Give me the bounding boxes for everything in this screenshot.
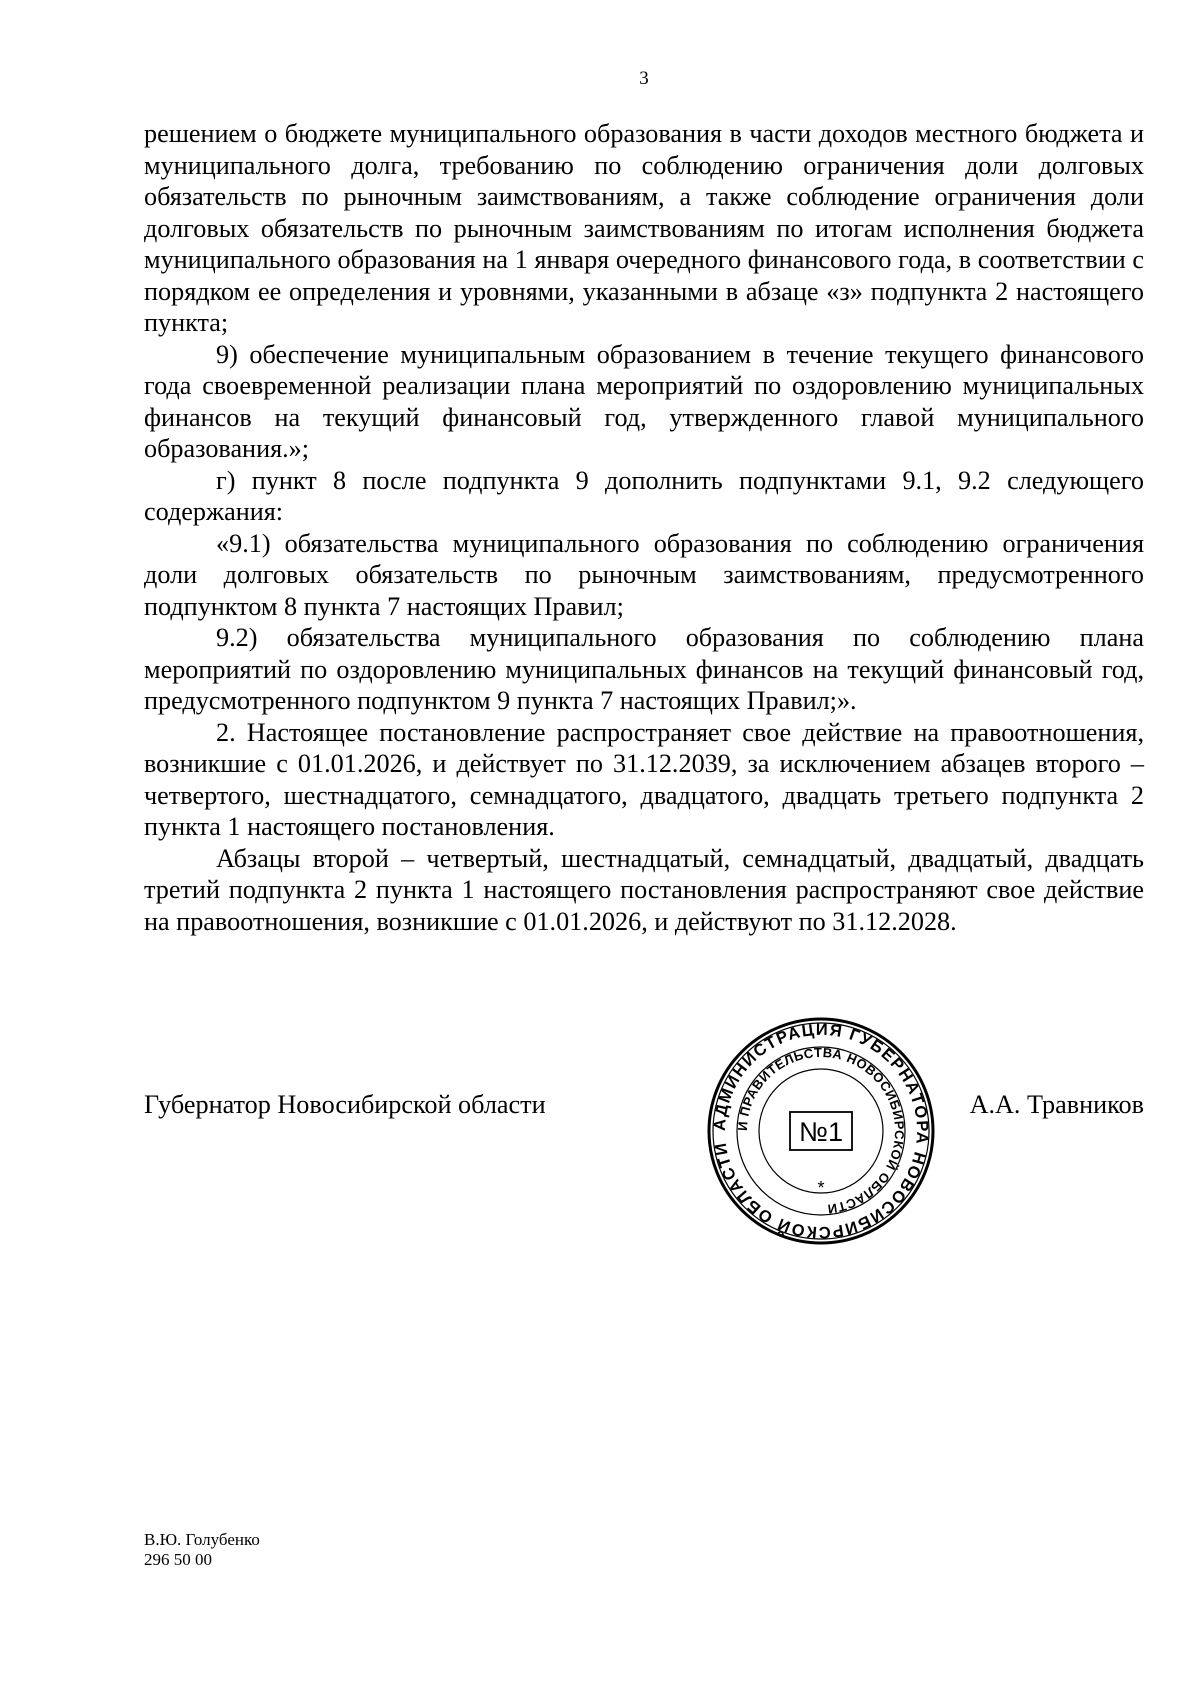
signatory-position: Губернатор Новосибирской области: [144, 1090, 546, 1119]
paragraph: «9.1) обязательства муниципального образования по соблюдению ограничения доли долговых обязательств по рыночным заимствованиям, предусмотренного подпунктом 8 пункта 7 настоящих Правил;: [144, 528, 1144, 621]
paragraph: Абзацы второй – четвертый, шестнадцатый, семнадцатый, двадцатый, двадцать третий подпункта 2 пункта 1 настоящего постановления распространяют свое действие на правоотношения, возникшие с 01.01.2026, и действуют по 31.12.2028.: [144, 843, 1144, 936]
seal-outer-text: АДМИНИСТРАЦИЯ ГУБЕРНАТОРА НОВОСИБИРСКОЙ ОБЛАСТИ: [710, 1020, 932, 1242]
seal-number: №1: [799, 1117, 843, 1147]
paragraph: 9.2) обязательства муниципального образования по соблюдению плана мероприятий по оздоровлению муниципальных финансов на текущий финансовый год, предусмотренного подпунктом 9 пункта 7 настоящих Правил;».: [144, 623, 1144, 715]
paragraph: решением о бюджете муниципального образования в части доходов местного бюджета и муниципального долга, требованию по соблюдению ограничения доли долговых обязательств по рыночным заимствованиям, а также соблюдение ограничения доли долговых обязательств по рыночным заимствованиям по итогам исполнения бюджета муниципального образования на 1 января очередного финансового года, в соответствии с порядком ее определения и уровнями, указанными в абзаце «з» подпункта 2 настоящего пункта;: [144, 119, 1144, 337]
seal-star: *: [817, 1178, 825, 1198]
paragraph: 2. Настоящее постановление распространяет свое действие на правоотношения, возникшие с 01.01.2026, и действует по 31.12.2039, за исключением абзацев второго – четвертого, шестнадцатого, семнадцатого, двадцатого, двадцать третьего подпункта 2 пункта 1 настоящего постановления.: [144, 717, 1144, 841]
paragraph: г) пункт 8 после подпункта 9 дополнить подпунктами 9.1, 9.2 следующего содержания:: [144, 465, 1144, 526]
paragraph: 9) обеспечение муниципальным образованием в течение текущего финансового года своевременной реализации плана мероприятий по оздоровлению муниципальных финансов на текущий финансовый год, утвержденного главой муниципального образования.»;: [144, 339, 1144, 463]
document-body: [144, 118, 1144, 937]
executor-phone: 296 50 00: [144, 1550, 212, 1569]
seal-inner-text: И ПРАВИТЕЛЬСТВА НОВОСИБИРСКОЙ ОБЛАСТИ: [734, 1044, 908, 1217]
executor-contact: [144, 1530, 260, 1570]
signatory-name: А.А. Травников: [969, 1090, 1144, 1119]
executor-name: В.Ю. Голубенко: [144, 1530, 260, 1549]
official-seal: [706, 1016, 936, 1246]
page-number: 3: [639, 68, 649, 89]
